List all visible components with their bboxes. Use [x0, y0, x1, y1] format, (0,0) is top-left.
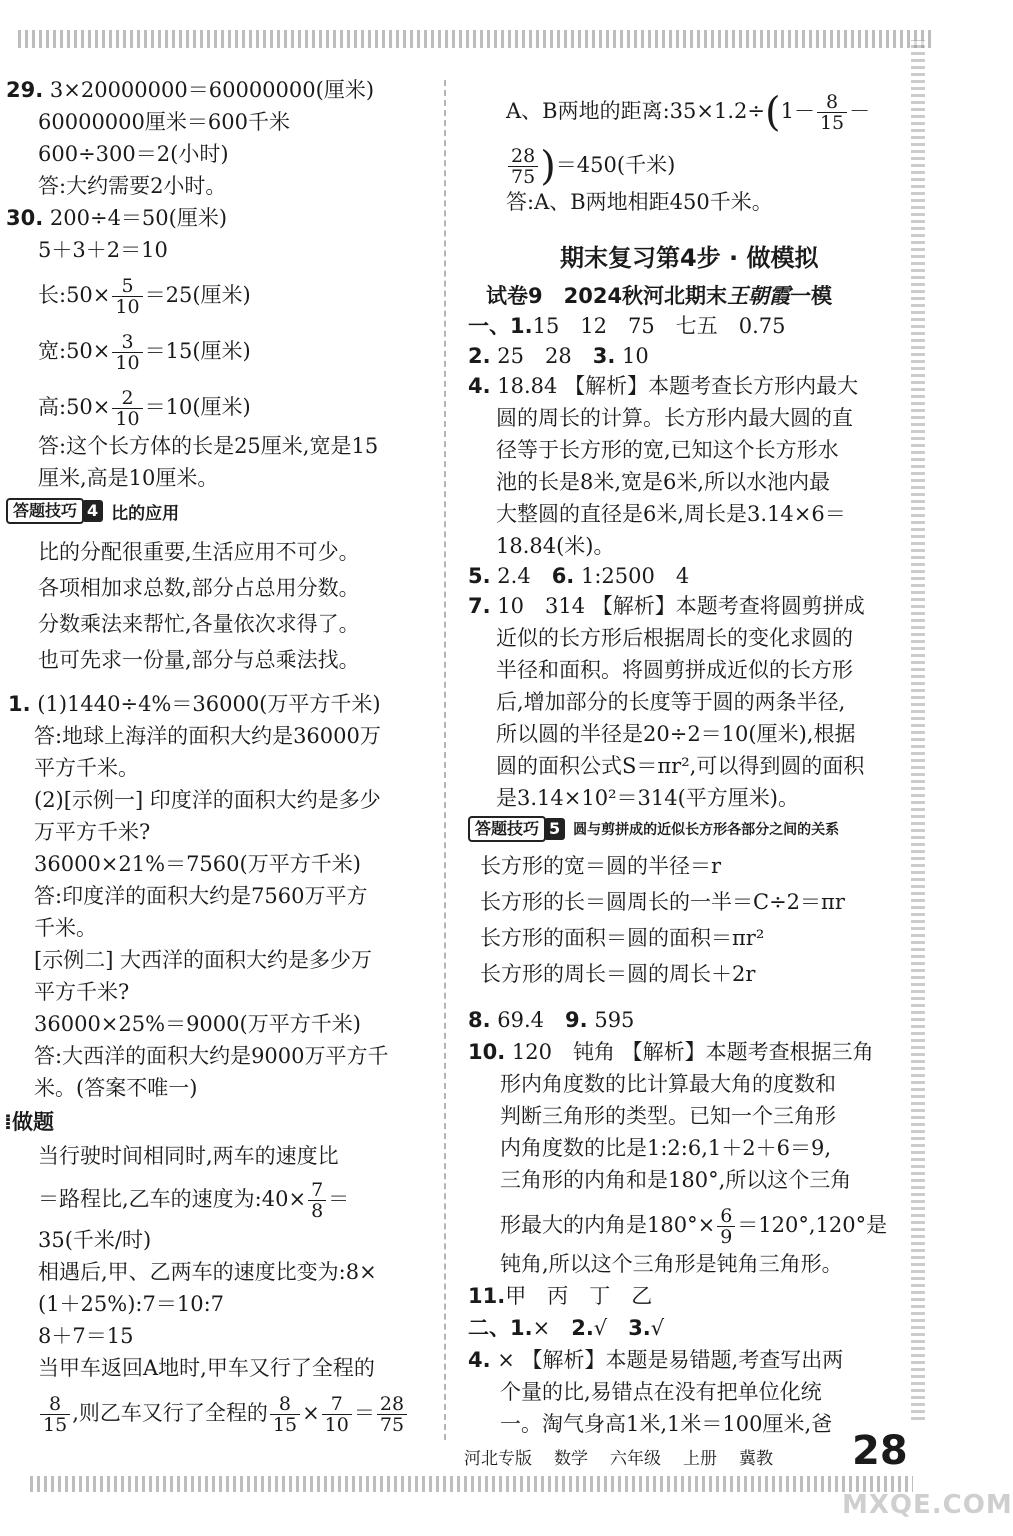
q29-answer: 答:大约需要2小时。 — [38, 174, 227, 198]
a7-line: 是3.14×10²＝314(平方厘米)。 — [496, 786, 799, 810]
paper-title: 试卷9 2024秋河北期末王朝霞一模 — [486, 283, 833, 308]
fraction: $\frac{5}{10}$ — [112, 276, 142, 317]
fraction: $\frac{8}{15}$ — [817, 92, 847, 133]
page-number: 28 — [852, 1428, 908, 1474]
q30-line2: 5＋3＋2＝10 — [38, 238, 168, 262]
q30-kuan: 宽:50× $\frac{3}{10}$ ＝15(厘米) — [38, 331, 251, 374]
fraction: $\frac{28}{75}$ — [377, 1394, 407, 1435]
b1-b3: 二、1.× 2.√ 3.√ — [468, 1316, 665, 1340]
b4-line: 个量的比,易错点在没有把单位化统 — [500, 1380, 822, 1404]
fraction: $\frac{3}{10}$ — [112, 332, 142, 373]
watermark: MXQE.COM — [842, 1490, 1013, 1520]
fraction: $\frac{8}{15}$ — [40, 1394, 70, 1435]
a1: 一、1.15 12 75 七五 0.75 — [468, 314, 786, 338]
bottom-border — [30, 1476, 913, 1492]
right-border — [911, 40, 925, 1420]
p1-line: 答:地球上海洋的面积大约是36000万 — [34, 724, 381, 748]
p1-line: 36000×21%＝7560(万平方千米) — [34, 852, 361, 876]
fraction: $\frac{2}{10}$ — [112, 388, 142, 429]
tip4-line: 分数乘法来帮忙,各量依次求得了。 — [38, 612, 360, 636]
tip4-line: 各项相加求总数,部分占总用分数。 — [38, 576, 360, 600]
b4-line: 一。淘气身高1米,1米＝100厘米,爸 — [500, 1412, 833, 1436]
a10-line: 钝角,所以这个三角形是钝角三角形。 — [500, 1252, 843, 1276]
tip5-line: 长方形的周长＝圆的周长＋2r — [480, 962, 756, 986]
a4-line: 大整圆的直径是6米,周长是3.14×6＝ — [496, 502, 846, 526]
fraction: $\frac{7}{8}$ — [308, 1180, 326, 1221]
a7-line: 近似的长方形后根据周长的变化求圆的 — [496, 626, 853, 650]
a7-line: 所以圆的半径是20÷2＝10(厘米),根据 — [496, 722, 856, 746]
a8-a9: 8. 69.4 9. 595 — [468, 1008, 635, 1032]
tip4-line: 也可先求一份量,部分与总乘法找。 — [38, 648, 360, 672]
footer-grade: 六年级 — [610, 1449, 661, 1469]
a4-line: 4. 18.84 【解析】本题考查长方形内最大 — [468, 374, 859, 398]
footer-subject: 数学 — [554, 1449, 588, 1469]
a7-line: 半径和面积。将圆剪拼成近似的长方形 — [496, 658, 853, 682]
tip5-line: 长方形的面积＝圆的面积＝πr² — [480, 926, 765, 950]
p1-line: [示例二] 大西洋的面积大约是多少万 — [34, 948, 373, 972]
a7-line: 后,增加部分的长度等于圆的两条半径, — [496, 690, 846, 714]
a4-line: 池的长是8米,宽是6米,所以水池内最 — [496, 470, 831, 494]
footer-region: 河北专版 — [464, 1449, 532, 1469]
p1-line: 1. (1)1440÷4%＝36000(万平方千米) — [8, 692, 381, 716]
p1-line: 米。(答案不唯一) — [34, 1076, 198, 1100]
a10-line: 形内角度数的比计算最大角的度数和 — [500, 1072, 836, 1096]
zuoti-line6: 8＋7＝15 — [38, 1324, 134, 1348]
p1-line: 答:大西洋的面积大约是9000万平方千 — [34, 1044, 389, 1068]
zuoti-line4: 相遇后,甲、乙两车的速度比变为:8× — [38, 1260, 377, 1284]
footer-volume: 上册 — [683, 1449, 717, 1469]
p1-line: 36000×25%＝9000(万平方千米) — [34, 1012, 361, 1036]
distance-line1: A、B两地的距离:35×1.2÷(1－ $\frac{8}{15}$ － — [506, 89, 871, 136]
p1-line: 万平方千米? — [34, 820, 151, 844]
footer — [464, 1444, 795, 1469]
p1-line: 平方千米。 — [34, 756, 139, 780]
zuoti-line8: $\frac{8}{15}$ ,则乙车又行了全程的 $\frac{8}{15}$ × $\frac{7}{10}$ ＝ $\frac{28}{75}$ — [38, 1394, 409, 1435]
column-divider — [444, 80, 446, 1440]
top-border — [18, 30, 933, 48]
q30-chang: 长:50× $\frac{5}{10}$ ＝25(厘米) — [38, 275, 251, 318]
fraction: $\frac{8}{15}$ — [270, 1394, 300, 1435]
distance-line2: $\frac{28}{75}$ )＝450(千米) — [506, 146, 675, 187]
brand-logo: 王朝霞 — [727, 283, 791, 308]
q29-line3: 600÷300＝2(小时) — [38, 142, 229, 166]
a2-a3: 2. 25 28 3. 10 — [468, 344, 649, 368]
a11: 11.甲 丙 丁 乙 — [468, 1284, 653, 1308]
a4-line: 径等于长方形的宽,已知这个长方形水 — [496, 438, 839, 462]
distance-answer: 答:A、B两地相距450千米。 — [506, 190, 773, 214]
a10-line: 形最大的内角是180°× $\frac{6}{9}$ ＝120°,120°是 — [500, 1205, 888, 1248]
q30-answer1: 答:这个长方体的长是25厘米,宽是15 — [38, 434, 379, 458]
b4-line: 4. × 【解析】本题是易错题,考查写出两 — [468, 1348, 844, 1372]
a7-line: 7. 10 314 【解析】本题考查将圆剪拼成 — [468, 594, 865, 618]
a7-line: 圆的面积公式S＝πr²,可以得到圆的面积 — [496, 754, 865, 778]
a10-line: 判断三角形的类型。已知一个三角形 — [500, 1104, 836, 1128]
tip-badge-4: 答题技巧 4 比的应用 — [6, 498, 179, 524]
section-title: 期末复习第4步 · 做模拟 — [560, 244, 819, 272]
p1-line: 千米。 — [34, 916, 97, 940]
fraction: $\frac{7}{10}$ — [322, 1394, 352, 1435]
a4-line: 圆的周长的计算。长方形内最大圆的直 — [496, 406, 853, 430]
zuoti-line3: 35(千米/时) — [38, 1228, 152, 1252]
fraction: $\frac{28}{75}$ — [508, 146, 538, 187]
q30-line1: 30. 200÷4＝50(厘米) — [6, 206, 228, 230]
zuoti-line7: 当甲车返回A地时,甲车又行了全程的 — [38, 1356, 375, 1380]
zuoti-line1: 当行驶时间相同时,两车的速度比 — [38, 1144, 339, 1168]
p1-line: 答:印度洋的面积大约是7560万平方 — [34, 884, 368, 908]
footer-edition: 冀教 — [739, 1449, 773, 1469]
zuoti-heading: ⁞做题 — [4, 1110, 54, 1134]
zuoti-line2: ＝路程比,乙车的速度为:40× $\frac{7}{8}$ ＝ — [38, 1179, 350, 1222]
q30-answer2: 厘米,高是10厘米。 — [38, 466, 219, 490]
q29-line1: 29. 3×20000000＝60000000(厘米) — [6, 78, 375, 102]
a4-line: 18.84(米)。 — [496, 534, 615, 558]
a10-line: 三角形的内角和是180°,所以这个三角 — [500, 1168, 852, 1192]
fraction: $\frac{6}{9}$ — [717, 1206, 735, 1247]
p1-line: 平方千米? — [34, 980, 130, 1004]
tip5-line: 长方形的宽＝圆的半径＝r — [480, 854, 722, 878]
q29-line2: 60000000厘米＝600千米 — [38, 110, 290, 134]
a5-a6: 5. 2.4 6. 1:2500 4 — [468, 564, 690, 588]
q30-gao: 高:50× $\frac{2}{10}$ ＝10(厘米) — [38, 387, 251, 430]
tip-badge-5: 答题技巧 5 圆与剪拼成的近似长方形各部分之间的关系 — [468, 816, 839, 842]
p1-line: (2)[示例一] 印度洋的面积大约是多少 — [34, 788, 381, 812]
a10-line: 内角度数的比是1:2:6,1＋2＋6＝9, — [500, 1136, 832, 1160]
tip5-line: 长方形的长＝圆周长的一半＝C÷2＝πr — [480, 890, 845, 914]
zuoti-line5: (1＋25%):7＝10:7 — [38, 1292, 225, 1316]
tip4-line: 比的分配很重要,生活应用不可少。 — [38, 540, 360, 564]
a10-line: 10. 120 钝角 【解析】本题考查根据三角 — [468, 1040, 874, 1064]
